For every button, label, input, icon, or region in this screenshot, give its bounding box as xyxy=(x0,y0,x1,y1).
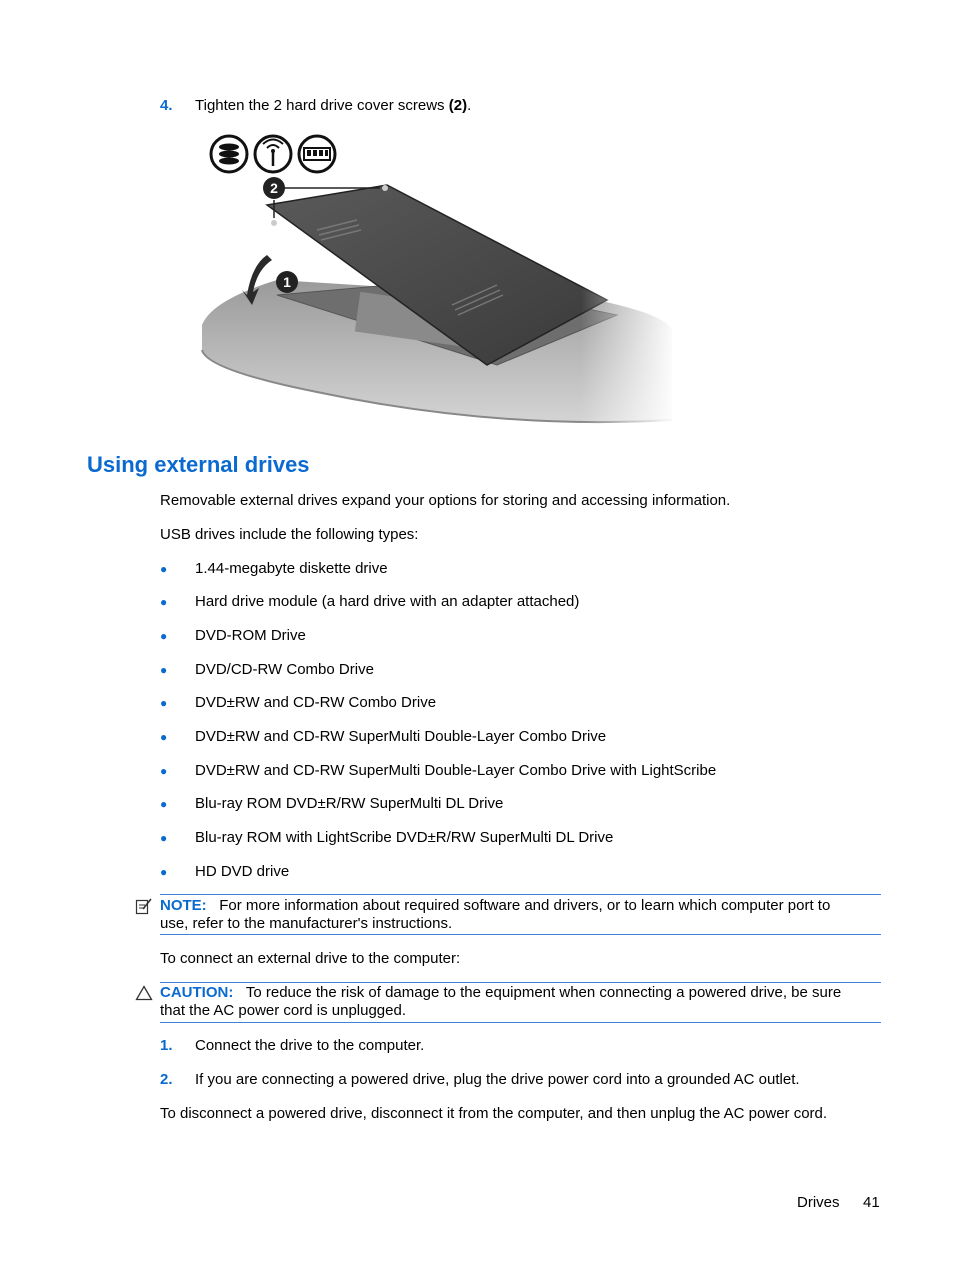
bullet: ● xyxy=(160,797,168,811)
note-label: NOTE: xyxy=(160,897,207,914)
bullet: ● xyxy=(160,595,168,609)
bullet: ● xyxy=(160,696,168,710)
list-item xyxy=(160,795,504,812)
note-icon xyxy=(135,897,153,915)
list-item xyxy=(160,661,374,678)
disconnect-paragraph: To disconnect a powered drive, disconnect it from the computer, and then unplug the AC power cord. xyxy=(160,1105,828,1122)
bullet: ● xyxy=(160,764,168,778)
list-item xyxy=(160,560,388,577)
bullet: ● xyxy=(160,663,168,677)
intro-paragraph: Removable external drives expand your options for storing and accessing information. xyxy=(160,492,731,509)
step-text xyxy=(195,97,471,114)
bullet: ● xyxy=(160,730,168,744)
caution-top-rule xyxy=(160,982,881,983)
caution-box xyxy=(160,984,881,1019)
list-item xyxy=(160,694,437,711)
list-item xyxy=(160,829,614,846)
list-item-text: DVD±RW and CD-RW Combo Drive xyxy=(195,694,437,711)
bullet: ● xyxy=(160,831,168,845)
caution-line-2: that the AC power cord is unplugged. xyxy=(160,1002,406,1019)
note-line-2: use, refer to the manufacturer's instructions. xyxy=(160,915,453,932)
bullet: ● xyxy=(160,629,168,643)
list-item-text: DVD±RW and CD-RW SuperMulti Double-Layer Combo Drive with LightScribe xyxy=(195,762,717,779)
list-item-text: Blu-ray ROM DVD±R/RW SuperMulti DL Drive xyxy=(195,795,504,812)
step-text-main: Tighten the 2 hard drive cover screws xyxy=(195,97,449,114)
caution-label: CAUTION: xyxy=(160,984,234,1001)
step-number: 4. xyxy=(160,97,173,114)
page-number: 41 xyxy=(863,1194,880,1211)
list-item xyxy=(160,627,306,644)
list-item-text: DVD±RW and CD-RW SuperMulti Double-Layer Combo Drive xyxy=(195,728,607,745)
footer-section: Drives xyxy=(797,1194,840,1211)
bullet: ● xyxy=(160,865,168,879)
bullet: ● xyxy=(160,562,168,576)
connect-intro-paragraph: To connect an external drive to the computer: xyxy=(160,950,461,967)
step-text: If you are connecting a powered drive, plug the drive power cord into a grounded AC outlet. xyxy=(195,1071,800,1088)
list-item xyxy=(160,593,580,610)
list-item-text: 1.44-megabyte diskette drive xyxy=(195,560,388,577)
note-top-rule xyxy=(160,894,881,895)
list-item-text: DVD/CD-RW Combo Drive xyxy=(195,661,374,678)
hard-drive-cover-illustration xyxy=(197,130,677,430)
list-item-text: HD DVD drive xyxy=(195,863,290,880)
usb-intro-paragraph: USB drives include the following types: xyxy=(160,526,419,543)
list-item-text: DVD-ROM Drive xyxy=(195,627,306,644)
step-text-bold: (2) xyxy=(448,97,468,114)
step-text-end: . xyxy=(467,97,472,114)
step-number: 1. xyxy=(160,1037,173,1054)
section-heading: Using external drives xyxy=(87,452,310,477)
caution-line-1: To reduce the risk of damage to the equipment when connecting a powered drive, be sure xyxy=(245,984,842,1001)
list-item-text: Blu-ray ROM with LightScribe DVD±R/RW SuperMulti DL Drive xyxy=(195,829,614,846)
note-bottom-rule xyxy=(160,934,881,935)
step-text: Connect the drive to the computer. xyxy=(195,1037,425,1054)
step-number: 2. xyxy=(160,1071,173,1088)
list-item xyxy=(160,762,717,779)
note-box xyxy=(160,897,881,932)
caution-bottom-rule xyxy=(160,1022,881,1023)
list-item xyxy=(160,728,607,745)
hard-drive-cover-figure xyxy=(197,130,677,430)
list-item xyxy=(160,863,290,880)
note-line-1: For more information about required software and drivers, or to learn which computer port to xyxy=(219,897,831,914)
list-item-text: Hard drive module (a hard drive with an adapter attached) xyxy=(195,593,580,610)
caution-icon xyxy=(135,985,153,1001)
